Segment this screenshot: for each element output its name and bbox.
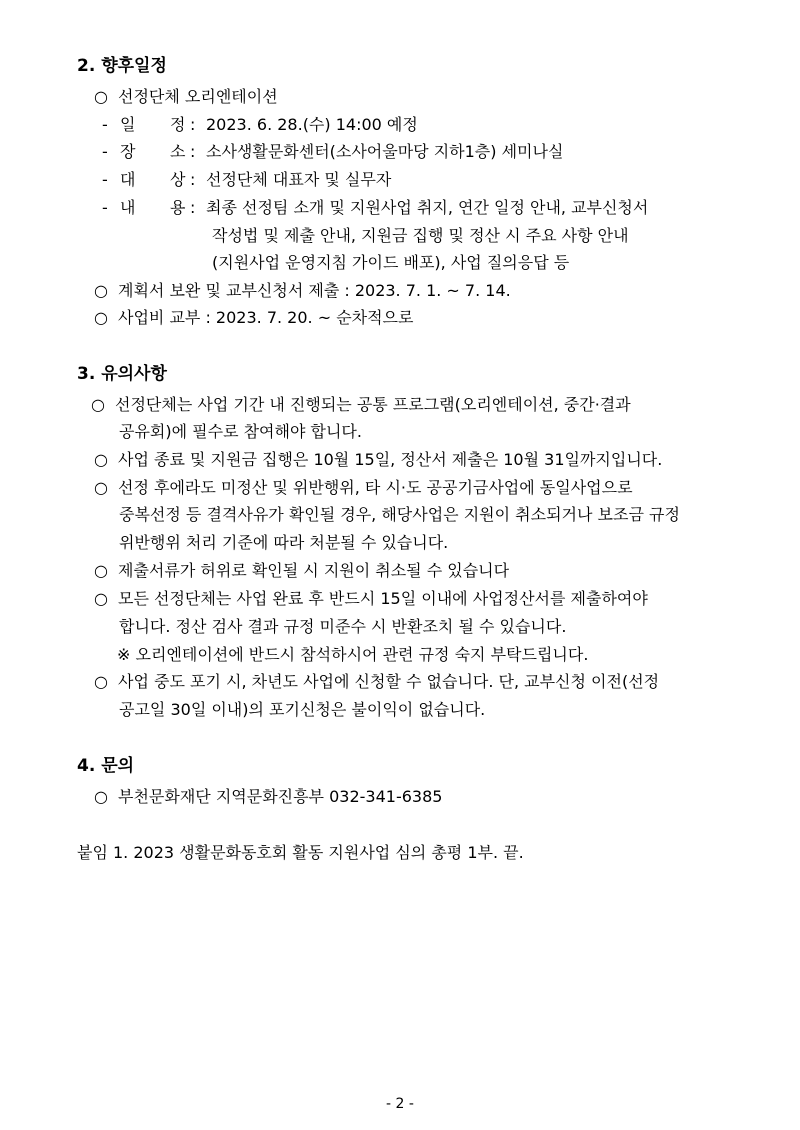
row-label: 대 상 xyxy=(120,170,186,189)
notice-item-3-cont-2: 위반행위 처리 기준에 따라 처분될 수 있습니다. xyxy=(119,533,449,552)
bullet-circle: ○ xyxy=(94,87,108,106)
bullet-circle: ○ xyxy=(94,589,108,608)
bullet-circle: ○ xyxy=(94,787,108,806)
notice-item-6-cont: 공고일 30일 이내)의 포기신청은 불이익이 없습니다. xyxy=(119,700,486,719)
notice-item-4: ○ 제출서류가 허위로 확인될 시 지원이 취소될 수 있습니다 xyxy=(94,561,510,580)
row-value: 선정단체 대표자 및 실무자 xyxy=(206,170,392,189)
dash: - xyxy=(102,170,108,189)
row-value: 2023. 6. 28.(수) 14:00 예정 xyxy=(206,115,418,134)
notice-item-6: ○ 사업 중도 포기 시, 차년도 사업에 신청할 수 없습니다. 단, 교부신청 이전(선정 xyxy=(94,672,660,691)
notice-item-3-cont-1: 중복선정 등 결격사유가 확인될 경우, 해당사업은 지원이 취소되거나 보조금 규정 xyxy=(119,505,680,524)
bullet-circle: ○ xyxy=(94,672,108,691)
bullet-circle: ○ xyxy=(94,308,108,327)
notice-item-5-cont: 합니다. 정산 검사 결과 규정 미준수 시 반환조치 될 수 있습니다. xyxy=(119,617,567,636)
notice-item-5-note: ※ 오리엔테이션에 반드시 참석하시어 관련 규정 숙지 부탁드립니다. xyxy=(117,645,589,664)
notice-item-1-cont: 공유회)에 필수로 참여해야 합니다. xyxy=(119,422,362,441)
schedule-row-target: - 대 상 : 선정단체 대표자 및 실무자 xyxy=(102,170,392,189)
contact-item: ○ 부천문화재단 지역문화진흥부 032-341-6385 xyxy=(94,787,443,806)
attachment-line: 붙임 1. 2023 생활문화동호회 활동 지원사업 심의 총평 1부. 끝. xyxy=(77,843,524,862)
row-label: 일 정 xyxy=(120,115,186,134)
bullet-circle: ○ xyxy=(94,561,108,580)
bullet-circle: ○ xyxy=(91,395,105,414)
notice-item-2: ○ 사업 종료 및 지원금 집행은 10월 15일, 정산서 제출은 10월 31일까지입니다. xyxy=(94,450,663,469)
section-4-heading: 4. 문의 xyxy=(77,756,135,776)
plan-submission-item: ○ 계획서 보완 및 교부신청서 제출 : 2023. 7. 1. ~ 7. 14. xyxy=(94,281,511,300)
row-value: 소사생활문화센터(소사어울마당 지하1층) 세미나실 xyxy=(206,142,564,161)
orientation-item xyxy=(94,87,278,107)
bullet-circle: ○ xyxy=(94,281,108,300)
notice-item-1: ○ 선정단체는 사업 기간 내 진행되는 공통 프로그램(오리엔테이션, 중간·결과 xyxy=(91,395,631,414)
page-number: - 2 - xyxy=(386,1096,414,1112)
dash: - xyxy=(102,198,108,217)
dash: - xyxy=(102,115,108,134)
section-2-heading: 2. 향후일정 xyxy=(77,56,167,76)
row-label: 내 용 xyxy=(120,198,186,217)
bullet-circle: ○ xyxy=(94,478,108,497)
notice-item-5: ○ 모든 선정단체는 사업 완료 후 반드시 15일 이내에 사업정산서를 제출하여야 xyxy=(94,589,648,608)
schedule-row-date: - 일 정 : 2023. 6. 28.(수) 14:00 예정 xyxy=(102,115,418,134)
notice-item-3: ○ 선정 후에라도 미정산 및 위반행위, 타 시·도 공공기금사업에 동일사업으로 xyxy=(94,478,633,497)
schedule-row-content: - 내 용 : 최종 선정팀 소개 및 지원사업 취지, 연간 일정 안내, 교부신청서 xyxy=(102,198,649,217)
orientation-title: 선정단체 오리엔테이션 xyxy=(118,87,278,106)
section-3-heading: 3. 유의사항 xyxy=(77,364,167,384)
bullet-circle: ○ xyxy=(94,450,108,469)
content-continuation-1: 작성법 및 제출 안내, 지원금 집행 및 정산 시 주요 사항 안내 xyxy=(212,226,629,245)
row-value: 최종 선정팀 소개 및 지원사업 취지, 연간 일정 안내, 교부신청서 xyxy=(206,198,649,217)
content-continuation-2: (지원사업 운영지침 가이드 배포), 사업 질의응답 등 xyxy=(212,253,570,272)
dash: - xyxy=(102,142,108,161)
schedule-row-place: - 장 소 : 소사생활문화센터(소사어울마당 지하1층) 세미나실 xyxy=(102,142,564,161)
grant-issuance-item: ○ 사업비 교부 : 2023. 7. 20. ~ 순차적으로 xyxy=(94,308,414,327)
row-label: 장 소 xyxy=(120,142,186,161)
